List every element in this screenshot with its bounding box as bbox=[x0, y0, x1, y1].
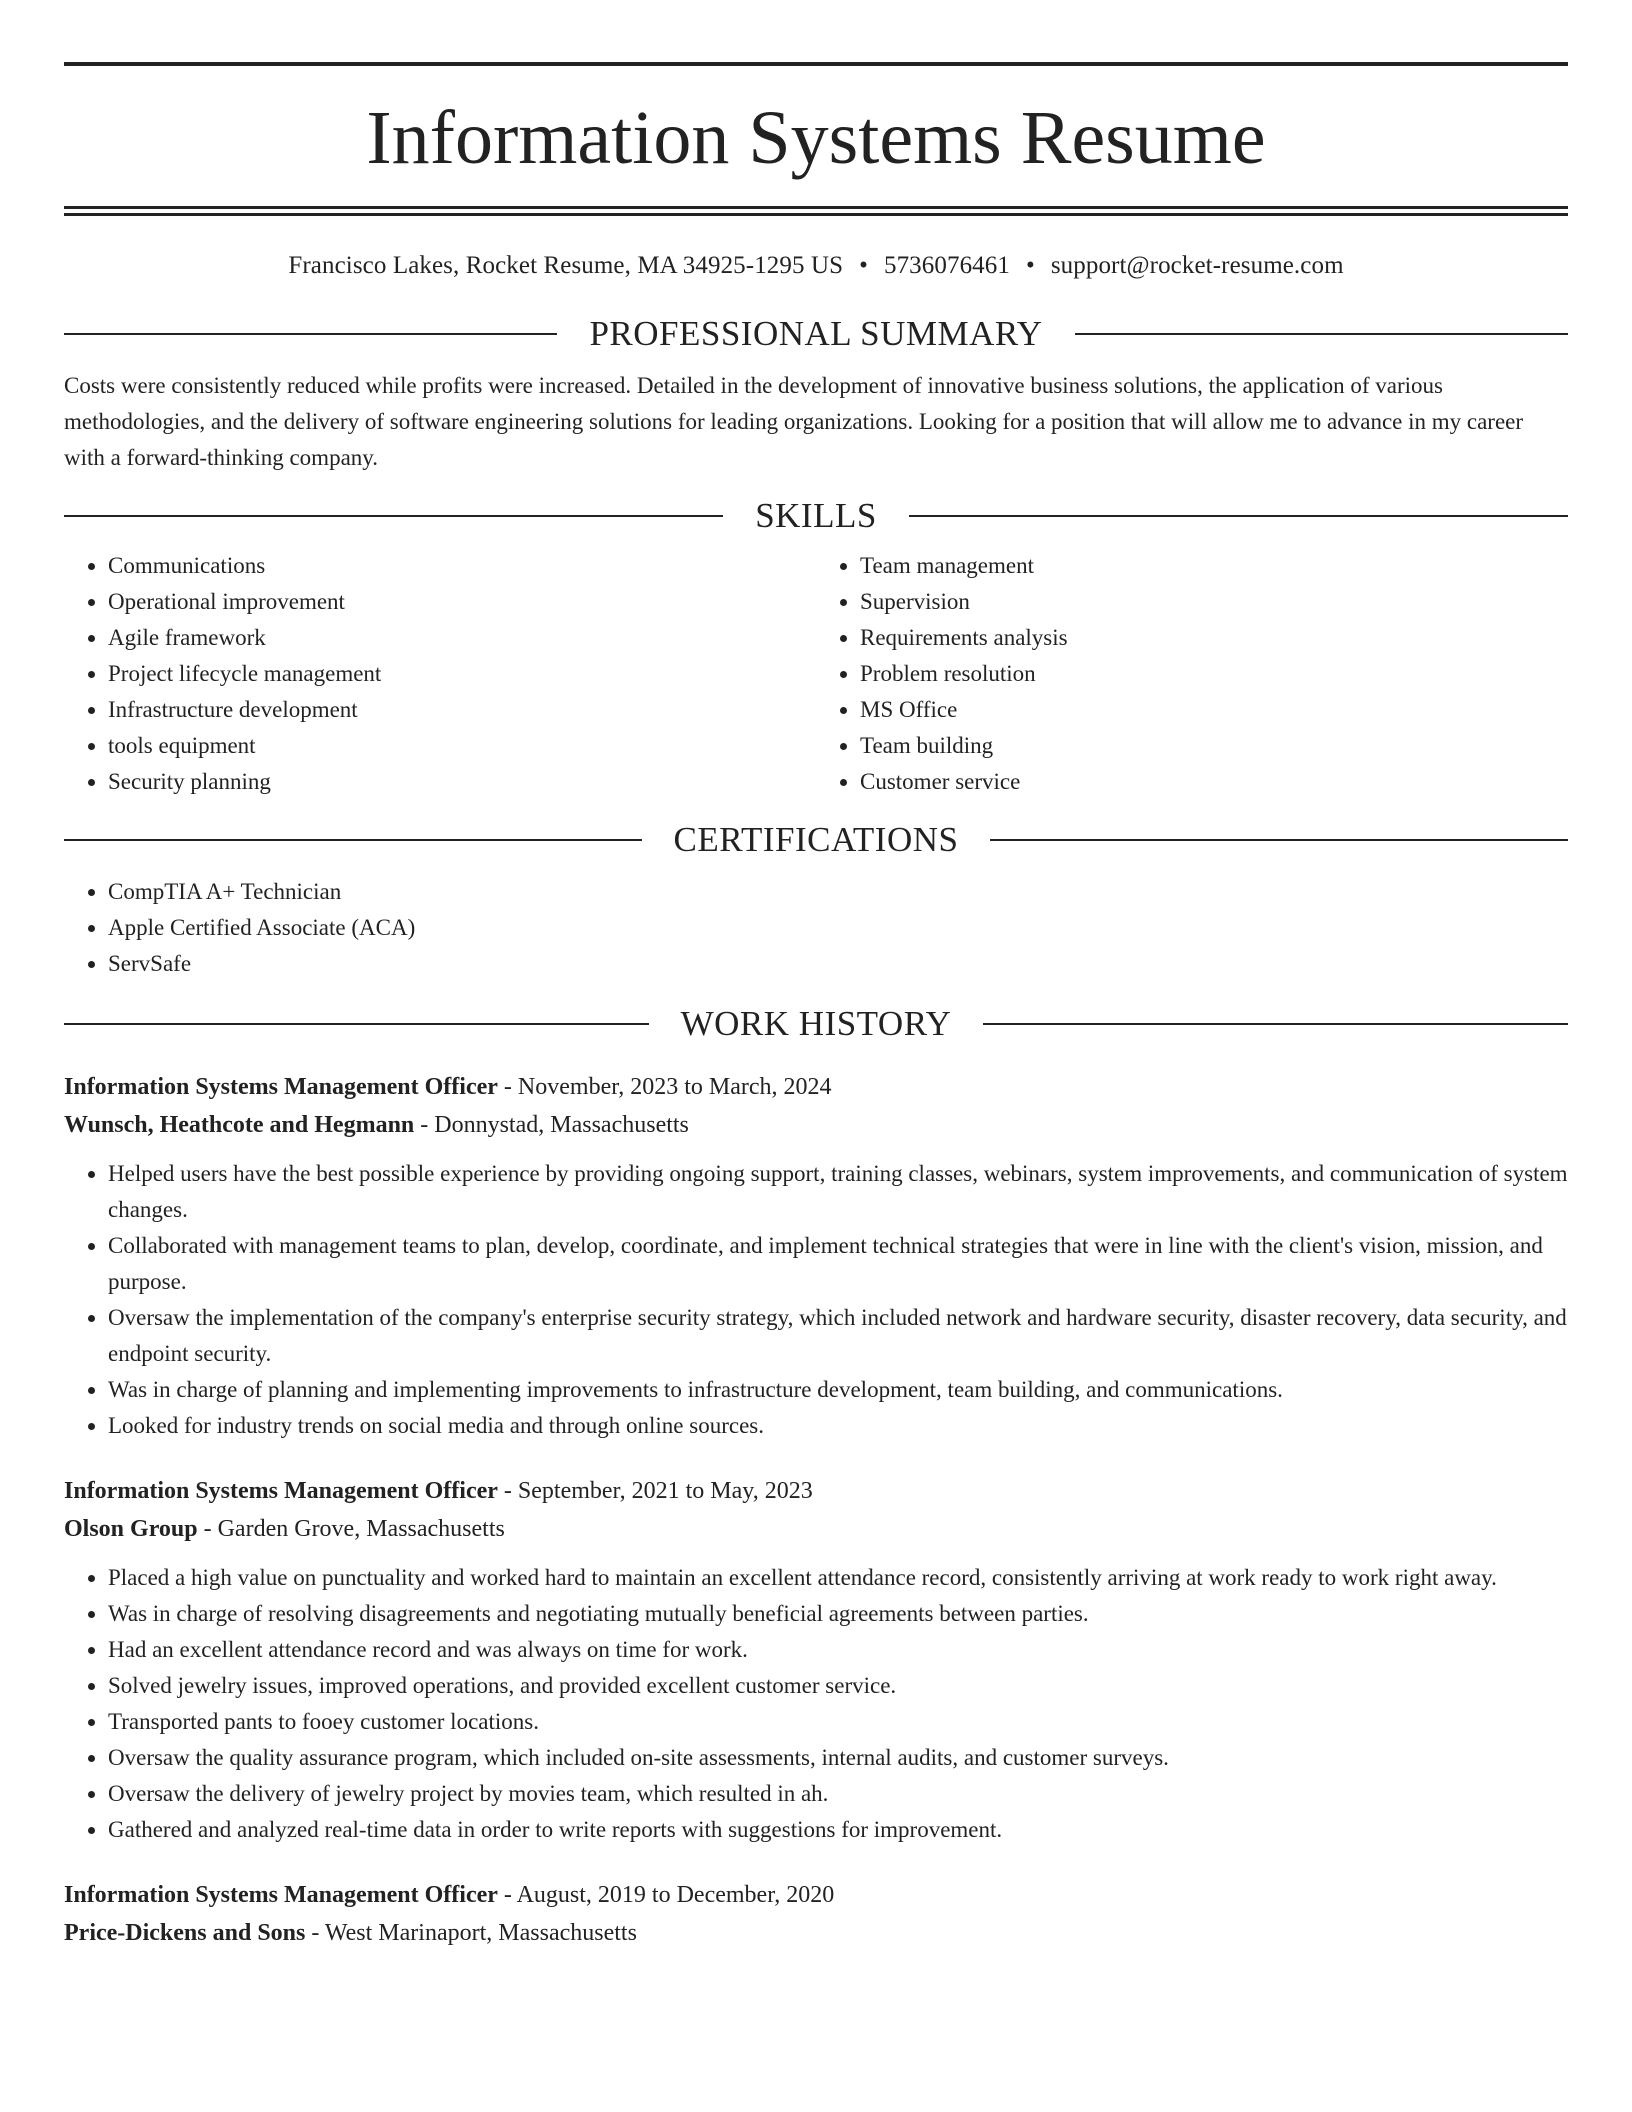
skill-item: • Team management bbox=[860, 548, 1568, 584]
summary-text: Costs were consistently reduced while profits were increased. Detailed in the development of innovative business solutions, the application of various methodologies, and the delivery of software engineering solutions for leading organizations. Looking for a position that will allow me to advance in my career with a forward-thinking company. bbox=[64, 373, 1524, 470]
job-bullet: • Collaborated with management teams to plan, develop, coordinate, and implement technical strategies that were in line with the client's vision, mission, and purpose. bbox=[108, 1228, 1568, 1300]
heading-rule-right bbox=[1075, 333, 1568, 335]
work-heading-label: WORK HISTORY bbox=[680, 1004, 952, 1043]
job-bullet: • Oversaw the quality assurance program, which included on-site assessments, internal audits, and customer surveys. bbox=[108, 1740, 1568, 1776]
certification-item: • CompTIA A+ Technician bbox=[108, 874, 1568, 910]
certification-item: • ServSafe bbox=[108, 946, 1568, 982]
job-company-line bbox=[64, 1106, 1568, 1144]
job-bullet: • Was in charge of planning and implementing improvements to infrastructure development, team building, and communications. bbox=[108, 1372, 1568, 1408]
skill-item: • Operational improvement bbox=[108, 584, 816, 620]
contact-separator: • bbox=[1025, 252, 1035, 279]
job-location: - Donnystad, Massachusetts bbox=[414, 1112, 689, 1138]
certifications-heading-label: CERTIFICATIONS bbox=[673, 820, 959, 859]
job-company: Olson Group bbox=[64, 1516, 198, 1542]
resume-page bbox=[64, 0, 1568, 1952]
job-location: - Garden Grove, Massachusetts bbox=[197, 1516, 505, 1542]
job-bullet: • Oversaw the implementation of the company's enterprise security strategy, which included network and hardware security, disaster recovery, data security, and endpoint security. bbox=[108, 1300, 1568, 1372]
work-history bbox=[64, 1068, 1568, 1952]
job-bullet: • Oversaw the delivery of jewelry project by movies team, which resulted in ah. bbox=[108, 1776, 1568, 1812]
job-bullet: • Transported pants to fooey customer locations. bbox=[108, 1704, 1568, 1740]
job-bullet: • Solved jewelry issues, improved operations, and provided excellent customer service. bbox=[108, 1668, 1568, 1704]
job-entry bbox=[64, 1068, 1568, 1444]
skills-heading bbox=[64, 496, 1568, 536]
skill-item: • Supervision bbox=[860, 584, 1568, 620]
job-title: Information Systems Management Officer bbox=[64, 1074, 498, 1100]
job-dates: - August, 2019 to December, 2020 bbox=[497, 1882, 835, 1908]
job-title: Information Systems Management Officer bbox=[64, 1882, 498, 1908]
job-bullets bbox=[64, 1560, 1568, 1848]
job-entry bbox=[64, 1876, 1568, 1952]
job-title-line bbox=[64, 1876, 1568, 1914]
heading-rule-left bbox=[64, 515, 723, 517]
job-location: - West Marinaport, Massachusetts bbox=[305, 1920, 637, 1946]
contact-address: Francisco Lakes, Rocket Resume, MA 34925-1295 US bbox=[288, 252, 844, 279]
job-bullet: • Gathered and analyzed real-time data in order to write reports with suggestions for improvement. bbox=[108, 1812, 1568, 1848]
job-bullet: • Looked for industry trends on social media and through online sources. bbox=[108, 1408, 1568, 1444]
certifications-list bbox=[64, 874, 1568, 982]
skill-item: • Security planning bbox=[108, 764, 816, 800]
job-title: Information Systems Management Officer bbox=[64, 1478, 498, 1504]
job-dates: - November, 2023 to March, 2024 bbox=[497, 1074, 832, 1100]
skills-heading-label: SKILLS bbox=[755, 496, 877, 535]
skill-item: • Requirements analysis bbox=[860, 620, 1568, 656]
contact-email: support@rocket-resume.com bbox=[1050, 252, 1344, 279]
skill-item: • Infrastructure development bbox=[108, 692, 816, 728]
heading-rule-left bbox=[64, 839, 642, 841]
job-bullet: • Was in charge of resolving disagreements and negotiating mutually beneficial agreements between parties. bbox=[108, 1596, 1568, 1632]
contact-line bbox=[64, 252, 1568, 280]
heading-rule-left bbox=[64, 333, 557, 335]
job-bullet: • Helped users have the best possible experience by providing ongoing support, training classes, webinars, system improvements, and communication of system changes. bbox=[108, 1156, 1568, 1228]
job-bullet: • Placed a high value on punctuality and worked hard to maintain an excellent attendance record, consistently arriving at work ready to work right away. bbox=[108, 1560, 1568, 1596]
heading-rule-right bbox=[990, 839, 1568, 841]
heading-rule-right bbox=[909, 515, 1568, 517]
job-bullets bbox=[64, 1156, 1568, 1444]
skills-list bbox=[64, 548, 1568, 800]
summary-heading-label: PROFESSIONAL SUMMARY bbox=[589, 314, 1043, 353]
contact-phone: 5736076461 bbox=[883, 252, 1010, 279]
job-title-line bbox=[64, 1472, 1568, 1510]
skills-column-left bbox=[64, 548, 816, 800]
job-bullet: • Had an excellent attendance record and was always on time for work. bbox=[108, 1632, 1568, 1668]
summary-heading bbox=[64, 314, 1568, 354]
certifications-heading bbox=[64, 820, 1568, 860]
job-company-line bbox=[64, 1914, 1568, 1952]
job-title-line bbox=[64, 1068, 1568, 1106]
skill-item: • Communications bbox=[108, 548, 816, 584]
heading-rule-right bbox=[983, 1023, 1568, 1025]
skill-item: • MS Office bbox=[860, 692, 1568, 728]
skill-item: • Customer service bbox=[860, 764, 1568, 800]
skill-item: • Problem resolution bbox=[860, 656, 1568, 692]
certification-item: • Apple Certified Associate (ACA) bbox=[108, 910, 1568, 946]
skill-item: • Team building bbox=[860, 728, 1568, 764]
skill-item: • Agile framework bbox=[108, 620, 816, 656]
job-entry bbox=[64, 1472, 1568, 1848]
job-company: Price-Dickens and Sons bbox=[64, 1920, 306, 1946]
title-double-rule bbox=[64, 206, 1568, 216]
skill-item: • tools equipment bbox=[108, 728, 816, 764]
job-company-line bbox=[64, 1510, 1568, 1548]
skills-column-right bbox=[816, 548, 1568, 800]
heading-rule-left bbox=[64, 1023, 649, 1025]
job-dates: - September, 2021 to May, 2023 bbox=[497, 1478, 813, 1504]
job-company: Wunsch, Heathcote and Hegmann bbox=[64, 1112, 415, 1138]
contact-separator: • bbox=[859, 252, 868, 279]
skill-item: • Project lifecycle management bbox=[108, 656, 816, 692]
resume-title: Information Systems Resume bbox=[366, 96, 1266, 180]
work-heading bbox=[64, 1004, 1568, 1044]
